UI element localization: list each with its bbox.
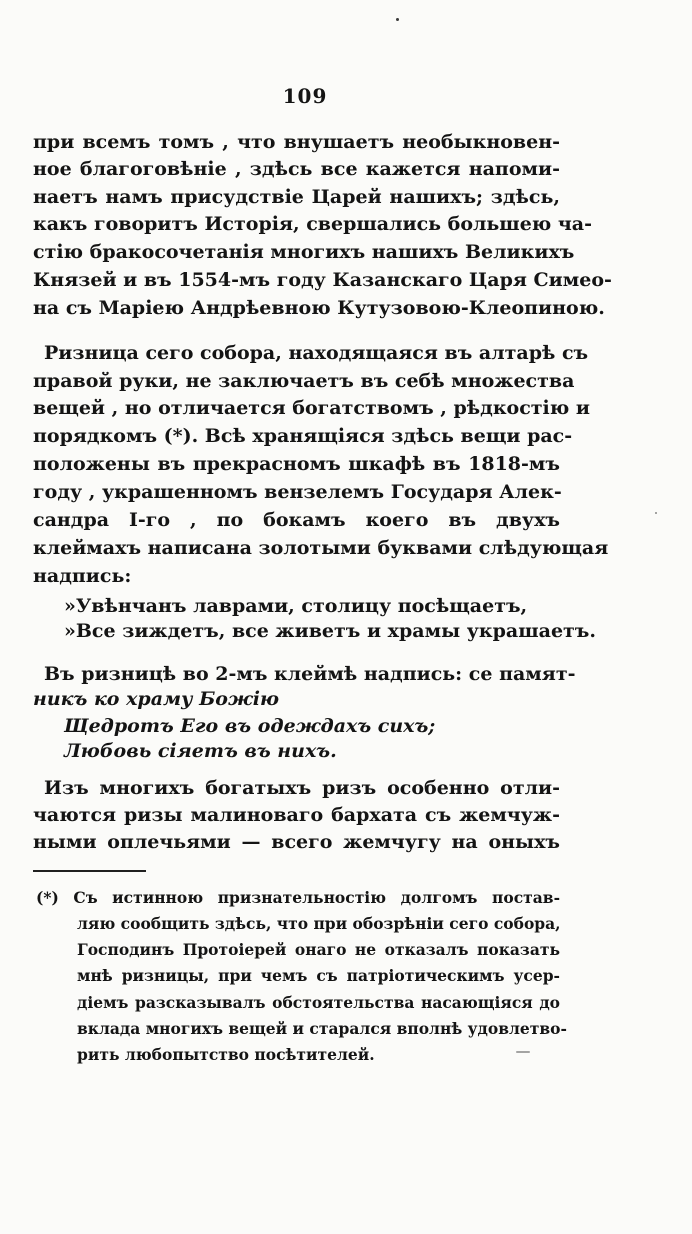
footnote-line: вклада многихъ вещей и старался вполнѣ удовлетво- — [77, 1019, 567, 1038]
text-line: Изъ многихъ богатыхъ ризъ особенно отли- — [44, 777, 560, 799]
text-line: какъ говоритъ Исторія, свершались большею ча- — [33, 213, 592, 235]
text-line: положены въ прекрасномъ шкафѣ въ 1818-мъ — [33, 453, 560, 475]
text-line: порядкомъ (*). Всѣ хранящіяся здѣсь вещи рас- — [33, 425, 573, 447]
text-line: »Увѣнчанъ лаврами, столицу посѣщаетъ, — [64, 595, 528, 617]
footnote-line: мнѣ ризницы, при чемъ съ патріотическимъ усер- — [77, 966, 560, 985]
footnote-line: рить любопытство посѣтителей. — [77, 1045, 375, 1064]
text-line: Щедротъ Его въ одеждахъ сихъ; — [64, 715, 436, 737]
text-line: вещей , но отличается богатствомъ , рѣдкостію и — [33, 397, 590, 419]
page-number: 109 — [282, 84, 328, 108]
footnote-line: Господинъ Протоіерей онаго не отказалъ показать — [77, 940, 560, 959]
footnote-separator — [33, 870, 146, 872]
text-line: »Все зиждетъ, все живетъ и храмы украшаетъ. — [64, 620, 596, 642]
text-line: году , украшенномъ вензелемъ Государя Алек- — [33, 481, 562, 503]
text-line: надпись: — [33, 565, 132, 587]
footnote-line: ляю сообщить здѣсь, что при обозрѣніи сего собора, — [77, 914, 561, 933]
speck-top — [396, 18, 399, 21]
text-line: ными оплечьями — всего жемчугу на оныхъ — [33, 831, 560, 853]
speck-right-margin — [655, 512, 657, 514]
text-line: стію бракосочетанія многихъ нашихъ Великихъ — [33, 241, 575, 263]
text-line: Любовь сіяетъ въ нихъ. — [64, 740, 337, 762]
text-line: на съ Маріею Андрѣевною Кутузовою-Клеопиною. — [33, 297, 605, 319]
text-line: ное благоговѣніе , здѣсь все кажется напоми- — [33, 158, 560, 180]
text-line: клеймахъ написана золотыми буквами слѣдующая — [33, 537, 609, 559]
footnote-line: (*) Съ истинною признательностію долгомъ постав- — [36, 888, 560, 907]
text-line: Князей и въ 1554-мъ году Казанскаго Царя Симео- — [33, 269, 612, 291]
text-line: правой руки, не заключаетъ въ себѣ множества — [33, 370, 575, 392]
text-line: наетъ намъ присудствіе Царей нашихъ; здѣсь, — [33, 186, 560, 208]
text-line: при всемъ томъ , что внушаетъ необыкновен- — [33, 131, 560, 153]
text-line: чаются ризы малиноваго бархата съ жемчуж- — [33, 804, 560, 826]
text-line: сандра І-го , по бокамъ коего въ двухъ — [33, 509, 560, 531]
text-line: никъ ко храму Божію — [33, 688, 280, 710]
text-line: Ризница сего собора, находящаяся въ алтарѣ съ — [44, 342, 589, 364]
footnote-line: діемъ разсказывалъ обстоятельства насающіяся до — [77, 993, 560, 1012]
speck-footnote-end — [516, 1051, 530, 1053]
text-line: Въ ризницѣ во 2-мъ клеймѣ надпись: се памят- — [44, 663, 576, 685]
